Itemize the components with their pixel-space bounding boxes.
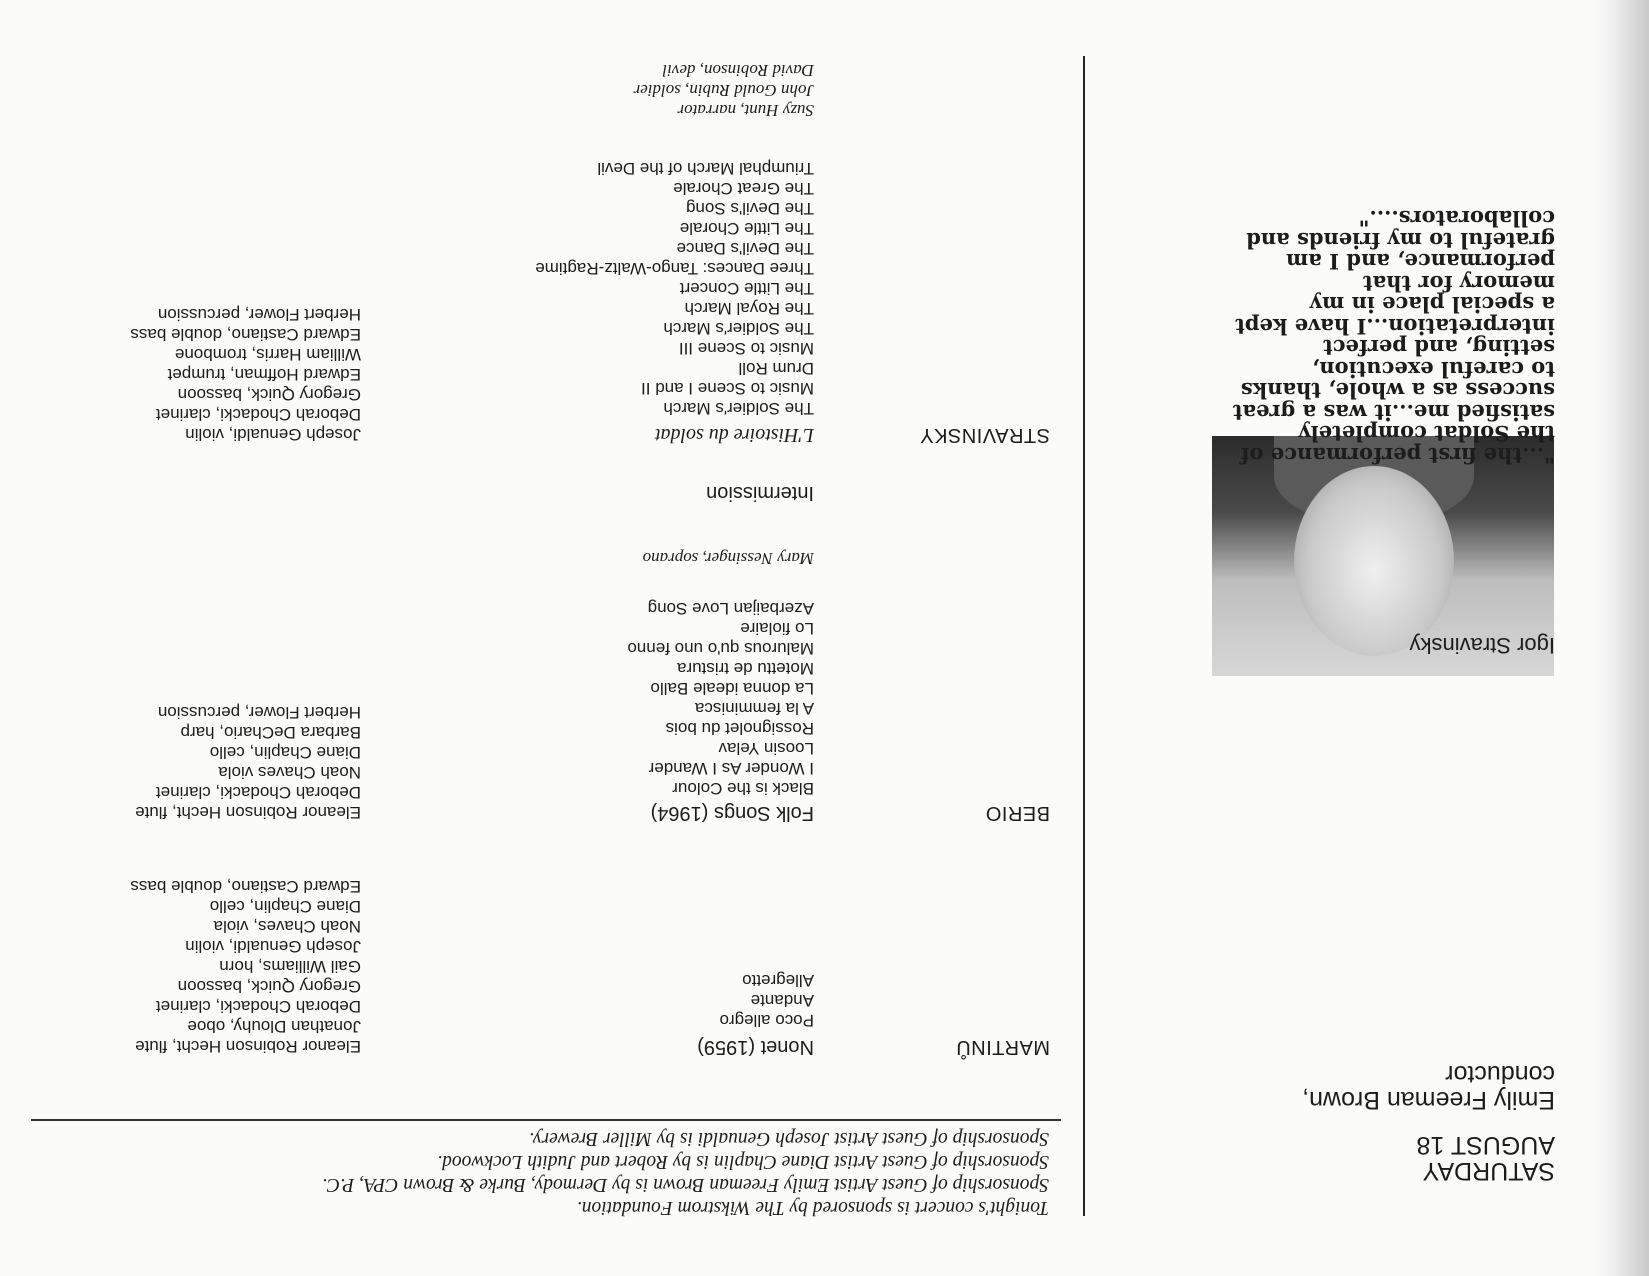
performer-item: Noah Chaves, viola: [213, 917, 361, 936]
movement-item: The Devil's Dance: [676, 239, 814, 258]
movement-item: The Royal March: [684, 299, 814, 318]
cast-item: John Gould Rubin, soldier: [633, 81, 814, 100]
concert-day: SATURDAY: [1422, 1157, 1555, 1185]
performer-item: Gregory Quick, bassoon: [177, 977, 361, 996]
stravinsky-movements: [535, 158, 814, 418]
composer-martinu: MARTINŮ: [955, 1036, 1050, 1058]
movement-item: The Devil's Song: [686, 199, 814, 218]
song-item: A la femminisca: [694, 699, 814, 718]
martinu-movements: [719, 970, 814, 1030]
performer-item: Eleanor Robinson Hecht, flute: [135, 1037, 361, 1056]
performer-item: Deborah Chodacki, clarinet: [155, 405, 361, 424]
song-item: La donna ideale Ballo: [650, 679, 814, 698]
sponsor-line-foundation: Tonight's concert is sponsored by The Wikstrom Foundation.: [576, 1197, 1049, 1218]
performer-item: Deborah Chodacki, clarinet: [155, 997, 361, 1016]
performer-item: Herbert Flower, percussion: [157, 703, 361, 722]
quote-text: "...the first performance of the Soldat completely satisfied me...it was a great success as a whole, thanks to careful execution, setting, and perfect interpretation...I have kept a special place in my memory for that performance, and I am grateful to my friends and collaborators....": [1232, 206, 1555, 468]
performer-item: Jonathan Dlouhy, oboe: [187, 1017, 361, 1036]
intermission-label: Intermission: [706, 482, 814, 504]
movement-item: The Soldier's March: [663, 319, 814, 338]
soloist: Mary Nessinger, soprano: [642, 549, 814, 568]
song-item: Loosin Yelav: [718, 739, 814, 758]
performer-item: Gregory Quick, bassoon: [177, 385, 361, 404]
sponsor-line-genualdi: Sponsorship of Guest Artist Joseph Genualdi is by Miller Brewery.: [529, 1128, 1049, 1149]
movement-item: Music to Scene I and II: [641, 379, 814, 398]
photo-face-shape: [1294, 466, 1454, 656]
sponsorship-rule: [31, 1120, 1061, 1122]
quote-attribution: Igor Stravinsky: [1409, 633, 1555, 658]
work-folk-songs: Folk Songs (1964): [650, 802, 814, 824]
stravinsky-performers: [130, 304, 361, 444]
performer-item: Diane Chaplin, cello: [209, 743, 361, 762]
performer-item: Edward Castiano, double bass: [130, 325, 361, 344]
conductor-name: Emily Freeman Brown,: [1302, 1086, 1555, 1114]
movement-item: Poco allegro: [719, 1011, 814, 1030]
composer-stravinsky: STRAVINSKY: [919, 424, 1050, 446]
movement-item: The Little Chorale: [679, 219, 814, 238]
performer-item: Noah Chaves viola: [218, 763, 361, 782]
stravinsky-quote: [1215, 208, 1555, 466]
column-divider: [1083, 56, 1085, 1216]
song-item: Azerbaijan Love Song: [647, 599, 814, 618]
song-item: Malurous qu'o uno fenno: [627, 639, 814, 658]
performer-item: Herbert Flower, percussion: [157, 305, 361, 324]
sponsor-line-chaplin: Sponsorship of Guest Artist Diane Chaplin is by Robert and Judith Lockwood.: [437, 1151, 1049, 1172]
performer-item: Barbara DeChario, harp: [180, 723, 361, 742]
performer-item: Edward Hoffman, trumpet: [167, 365, 361, 384]
movement-item: Triumphal March of the Devil: [597, 159, 814, 178]
song-item: Motettu de tristura: [676, 659, 814, 678]
movement-item: Music to Scene III: [678, 339, 814, 358]
movement-item: The Little Concert: [679, 279, 814, 298]
performer-item: Gail Williams, horn: [219, 957, 361, 976]
conductor-role: conductor: [1445, 1060, 1555, 1088]
cast-item: David Robinson, devil: [662, 61, 814, 80]
performer-item: Diane Chaplin, cello: [209, 897, 361, 916]
movement-item: Drum Roll: [738, 359, 814, 378]
performer-item: Joseph Genualdi, violin: [185, 425, 361, 444]
concert-date: AUGUST 18: [1416, 1131, 1555, 1159]
movement-item: The Soldier's March: [663, 399, 814, 418]
berio-performers: [135, 702, 361, 822]
performer-item: Edward Castiano, double bass: [130, 877, 361, 896]
movement-item: Three Dances: Tango-Waltz-Ragtime: [535, 259, 814, 278]
song-item: I Wonder As I Wander: [648, 759, 814, 778]
martinu-performers: [130, 876, 361, 1056]
performer-item: William Harris, trombone: [174, 345, 361, 364]
composer-berio: BERIO: [985, 802, 1050, 824]
berio-songs: [627, 598, 814, 798]
movement-item: Allegretto: [742, 971, 814, 990]
movement-item: Andante: [750, 991, 814, 1010]
performer-item: Eleanor Robinson Hecht, flute: [135, 803, 361, 822]
sponsor-line-brown: Sponsorship of Guest Artist Emily Freeman Brown is by Dermody, Burke & Brown CPA, P.C.: [322, 1174, 1049, 1195]
song-item: Black is the Colour: [672, 779, 814, 798]
song-item: Lo fiolaire: [740, 619, 814, 638]
cast-item: Suzy Hunt, narrator: [677, 101, 814, 120]
performer-item: Joseph Genualdi, violin: [185, 937, 361, 956]
performer-item: Deborah Chodacki, clarinet: [155, 783, 361, 802]
stravinsky-cast: [634, 60, 814, 120]
work-histoire-du-soldat: L'Histoire du soldat: [654, 424, 814, 446]
scan-edge-shadow: [1594, 0, 1649, 1276]
work-nonet: Nonet (1959): [697, 1036, 814, 1058]
movement-item: The Great Chorale: [673, 179, 814, 198]
song-item: Rossignolet du bois: [665, 719, 814, 738]
